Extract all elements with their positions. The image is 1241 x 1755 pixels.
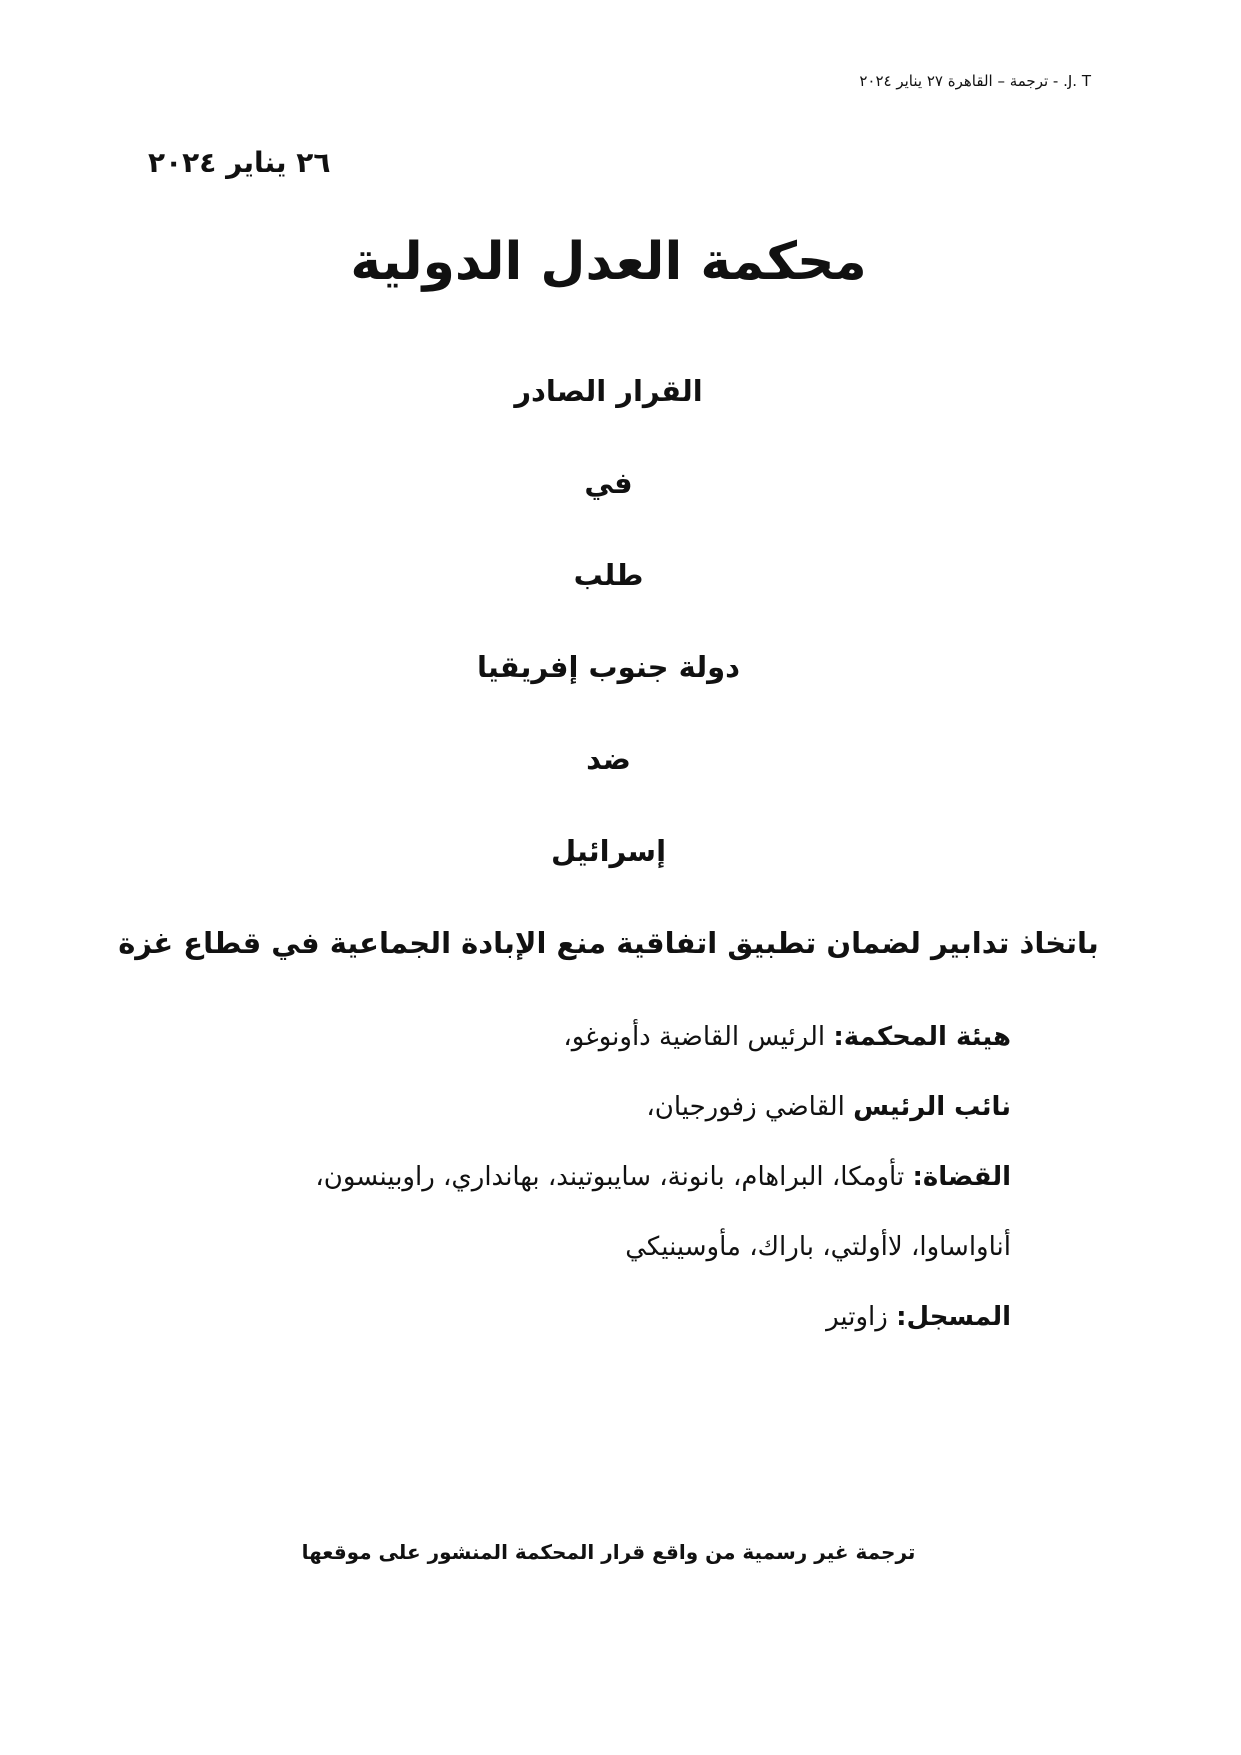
- translation-header-note: J. T. - ترجمة – القاهرة ٢٧ يناير ٢٠٢٤: [859, 72, 1091, 90]
- judges-value-1: تأومكا، البراهام، بانونة، سايبوتيند، بهانداري، راوبينسون،: [315, 1162, 905, 1192]
- applicant-heading: دولة جنوب إفريقيا: [476, 650, 741, 684]
- court-composition-label: هيئة المحكمة:: [833, 1022, 1011, 1052]
- judges-line-continued: [151, 1232, 1011, 1262]
- registrar-value: زاوتير: [826, 1302, 888, 1332]
- vice-president-label: نائب الرئيس: [853, 1092, 1011, 1122]
- judges-line: [151, 1162, 1011, 1192]
- versus-heading: ضد: [586, 742, 631, 776]
- court-composition-value: الرئيس القاضية دأونوغو،: [563, 1022, 826, 1052]
- respondent-heading: إسرائيل: [550, 834, 667, 868]
- request-heading: طلب: [573, 558, 644, 592]
- judges-label: القضاة:: [912, 1162, 1011, 1192]
- decision-heading: القرار الصادر: [514, 374, 703, 408]
- court-composition-line: [151, 1022, 1011, 1052]
- vice-president-value: القاضي زفورجيان،: [646, 1092, 845, 1122]
- registrar-label: المسجل:: [896, 1302, 1011, 1332]
- in-heading: في: [584, 466, 633, 500]
- decision-date: ٢٦ يناير ٢٠٢٤: [148, 146, 331, 179]
- vice-president-line: [151, 1092, 1011, 1122]
- registrar-line: [151, 1302, 1011, 1332]
- judges-value-2: أناواساوا، لاأولتي، باراك، مأوسينيكي: [625, 1232, 1011, 1262]
- measures-heading: باتخاذ تدابير لضمان تطبيق اتفاقية منع الإبادة الجماعية في قطاع غزة: [118, 926, 1099, 960]
- unofficial-translation-note: ترجمة غير رسمية من واقع قرار المحكمة المنشور على موقعها: [301, 1540, 916, 1564]
- court-title: محكمة العدل الدولية: [350, 232, 867, 292]
